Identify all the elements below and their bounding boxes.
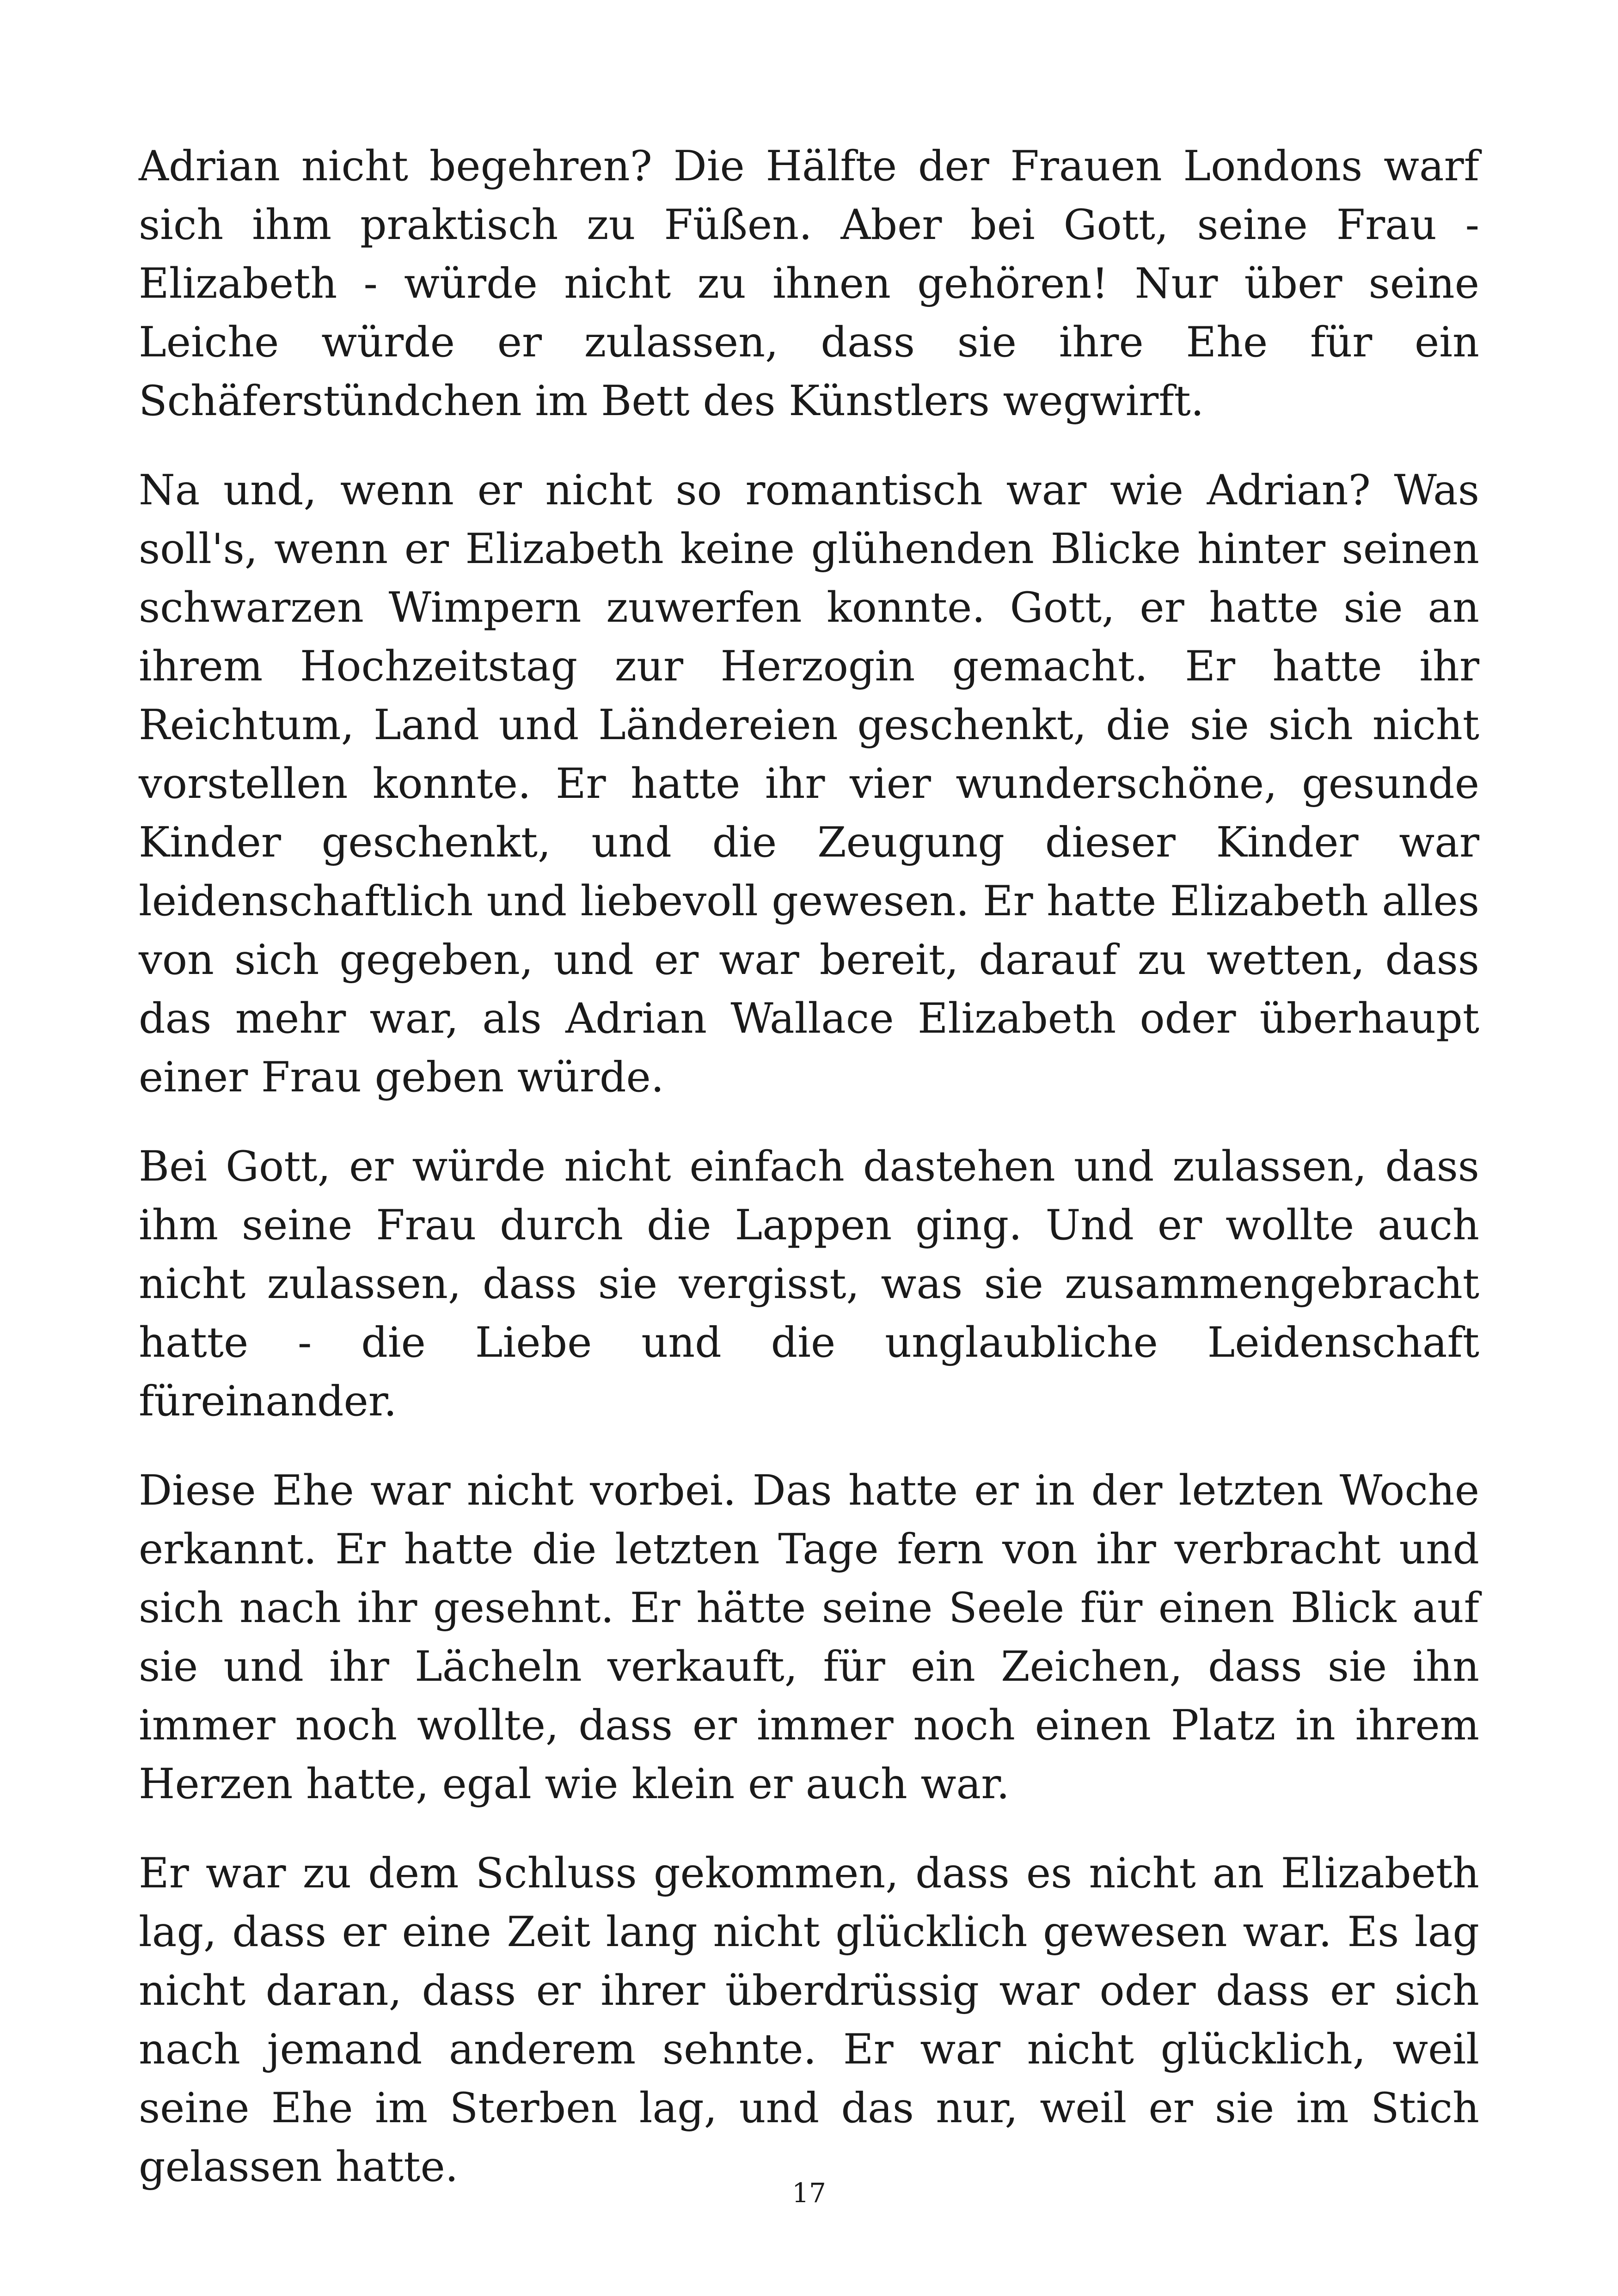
paragraph-2: Na und, wenn er nicht so romantisch war wie Adrian? Was soll's, wenn er Elizabeth keine glühenden Blicke hinter seinen schwarzen Wimpern zuwerfen konnte. Gott, er hatte sie an ihrem Hochzeitstag zur Herzogin gemacht. Er hatte ihr Reichtum, Land und Ländereien geschenkt, die sie sich nicht vorstellen konnte. Er hatte ihr vier wunderschöne, gesunde Kinder geschenkt, und die Zeugung dieser Kinder war leidenschaftlich und liebevoll gewesen. Er hatte Elizabeth alles von sich gegeben, und er war bereit, darauf zu wetten, dass das mehr war, als Adrian Wallace Elizabeth oder überhaupt einer Frau geben würde. xyxy=(139,466,1479,1102)
paragraph-1: Adrian nicht begehren? Die Hälfte der Frauen Londons warf sich ihm praktisch zu Füßen. Aber bei Gott, seine Frau - Elizabeth - würde nicht zu ihnen gehören! Nur über seine Leiche würde er zulassen, dass sie ihre Ehe für ein Schäferstündchen im Bett des Künstlers wegwirft. xyxy=(139,142,1479,425)
page-number: 17 xyxy=(792,2177,826,2209)
paragraph-5: Er war zu dem Schluss gekommen, dass es nicht an Elizabeth lag, dass er eine Zeit lang nicht glücklich gewesen war. Es lag nicht daran, dass er ihrer überdrüssig war oder dass er sich nach jemand anderem sehnte. Er war nicht glücklich, weil seine Ehe im Sterben lag, und das nur, weil er sie im Stich gelassen hatte. xyxy=(139,1849,1479,2191)
paragraph-3: Bei Gott, er würde nicht einfach dastehen und zulassen, dass ihm seine Frau durch die Lappen ging. Und er wollte auch nicht zulassen, dass sie vergisst, was sie zusammengebracht hatte - die Liebe und die unglaubliche Leidenschaft füreinander. xyxy=(139,1142,1479,1426)
body-text xyxy=(139,137,1479,2227)
paragraph-4: Diese Ehe war nicht vorbei. Das hatte er in der letzten Woche erkannt. Er hatte die letzten Tage fern von ihr verbracht und sich nach ihr gesehnt. Er hätte seine Seele für einen Blick auf sie und ihr Lächeln verkauft, für ein Zeichen, dass sie ihn immer noch wollte, dass er immer noch einen Platz in ihrem Herzen hatte, egal wie klein er auch war. xyxy=(139,1466,1479,1808)
